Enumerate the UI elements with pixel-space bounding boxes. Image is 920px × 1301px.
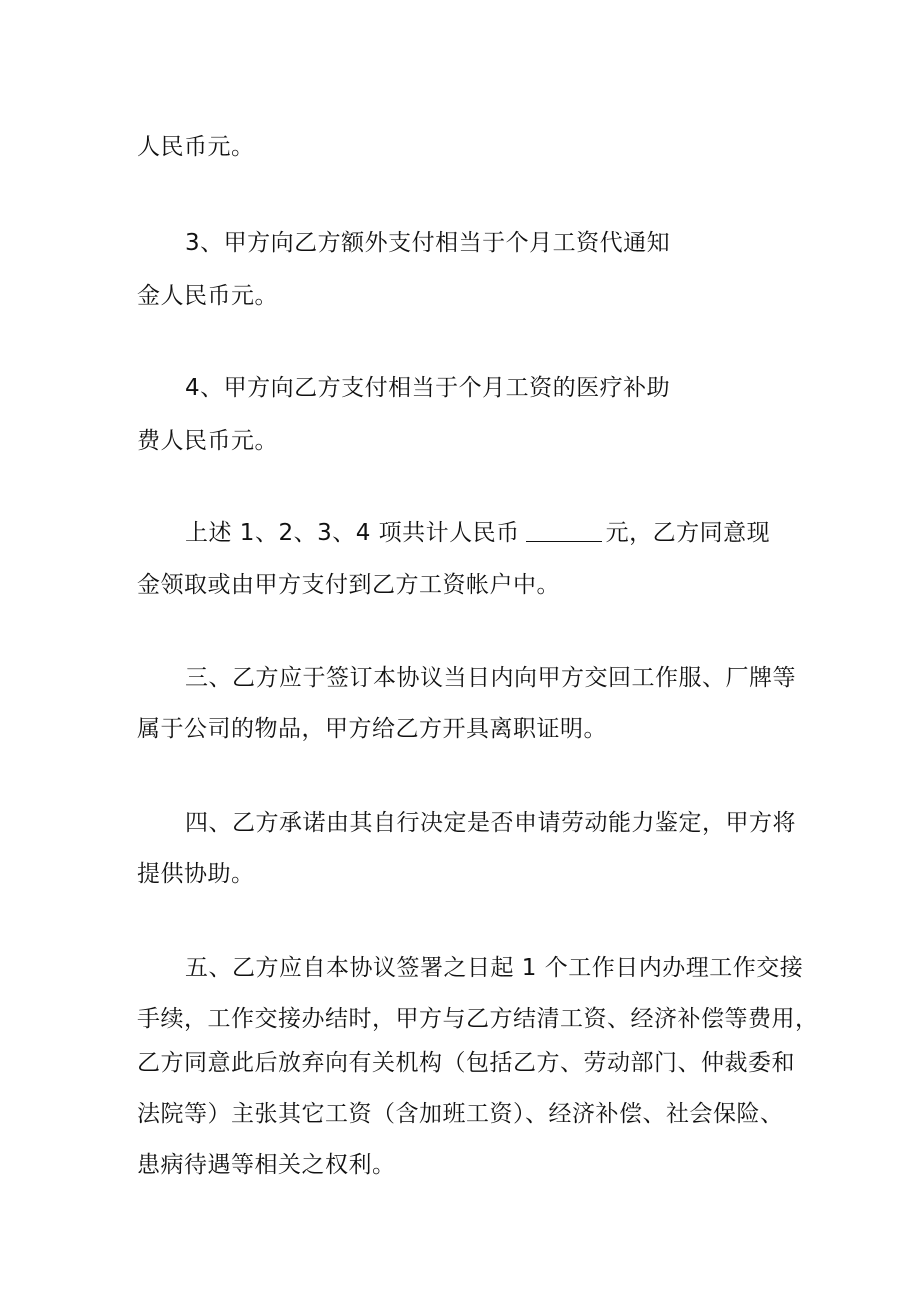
text-line: 患病待遇等相关之权利。 (137, 1152, 396, 1178)
text-line: 提供协助。 (137, 861, 255, 887)
text-line: 金人民币元。 (137, 283, 278, 309)
text-line: 乙方同意此后放弃向有关机构（包括乙方、劳动部门、仲裁委和 (137, 1050, 795, 1076)
text-line: 费人民币元。 (137, 428, 278, 454)
text-fragment: 元，乙方同意现 (605, 520, 771, 546)
amount-blank (526, 519, 602, 542)
text-line: 手续，工作交接办结时，甲方与乙方结清工资、经济补偿等费用， (137, 1006, 819, 1032)
text-line: 3、甲方向乙方额外支付相当于个月工资代通知 (185, 230, 671, 256)
text-line: 五、乙方应自本协议签署之日起 1 个工作日内办理工作交接 (185, 955, 804, 981)
text-line: 三、乙方应于签订本协议当日内向甲方交回工作服、厂牌等 (185, 665, 796, 691)
text-line: 人民币元。 (137, 134, 255, 160)
text-line (185, 518, 770, 548)
text-line: 法院等）主张其它工资（含加班工资）、经济补偿、社会保险、 (137, 1101, 784, 1127)
text-line: 4、甲方向乙方支付相当于个月工资的医疗补助 (185, 375, 671, 401)
total-amount-label: 上述 1、2、3、4 项共计人民币 (185, 520, 520, 546)
text-line: 金领取或由甲方支付到乙方工资帐户中。 (137, 572, 560, 598)
text-line: 四、乙方承诺由其自行决定是否申请劳动能力鉴定，甲方将 (185, 810, 796, 836)
text-line: 属于公司的物品，甲方给乙方开具离职证明。 (137, 716, 607, 742)
